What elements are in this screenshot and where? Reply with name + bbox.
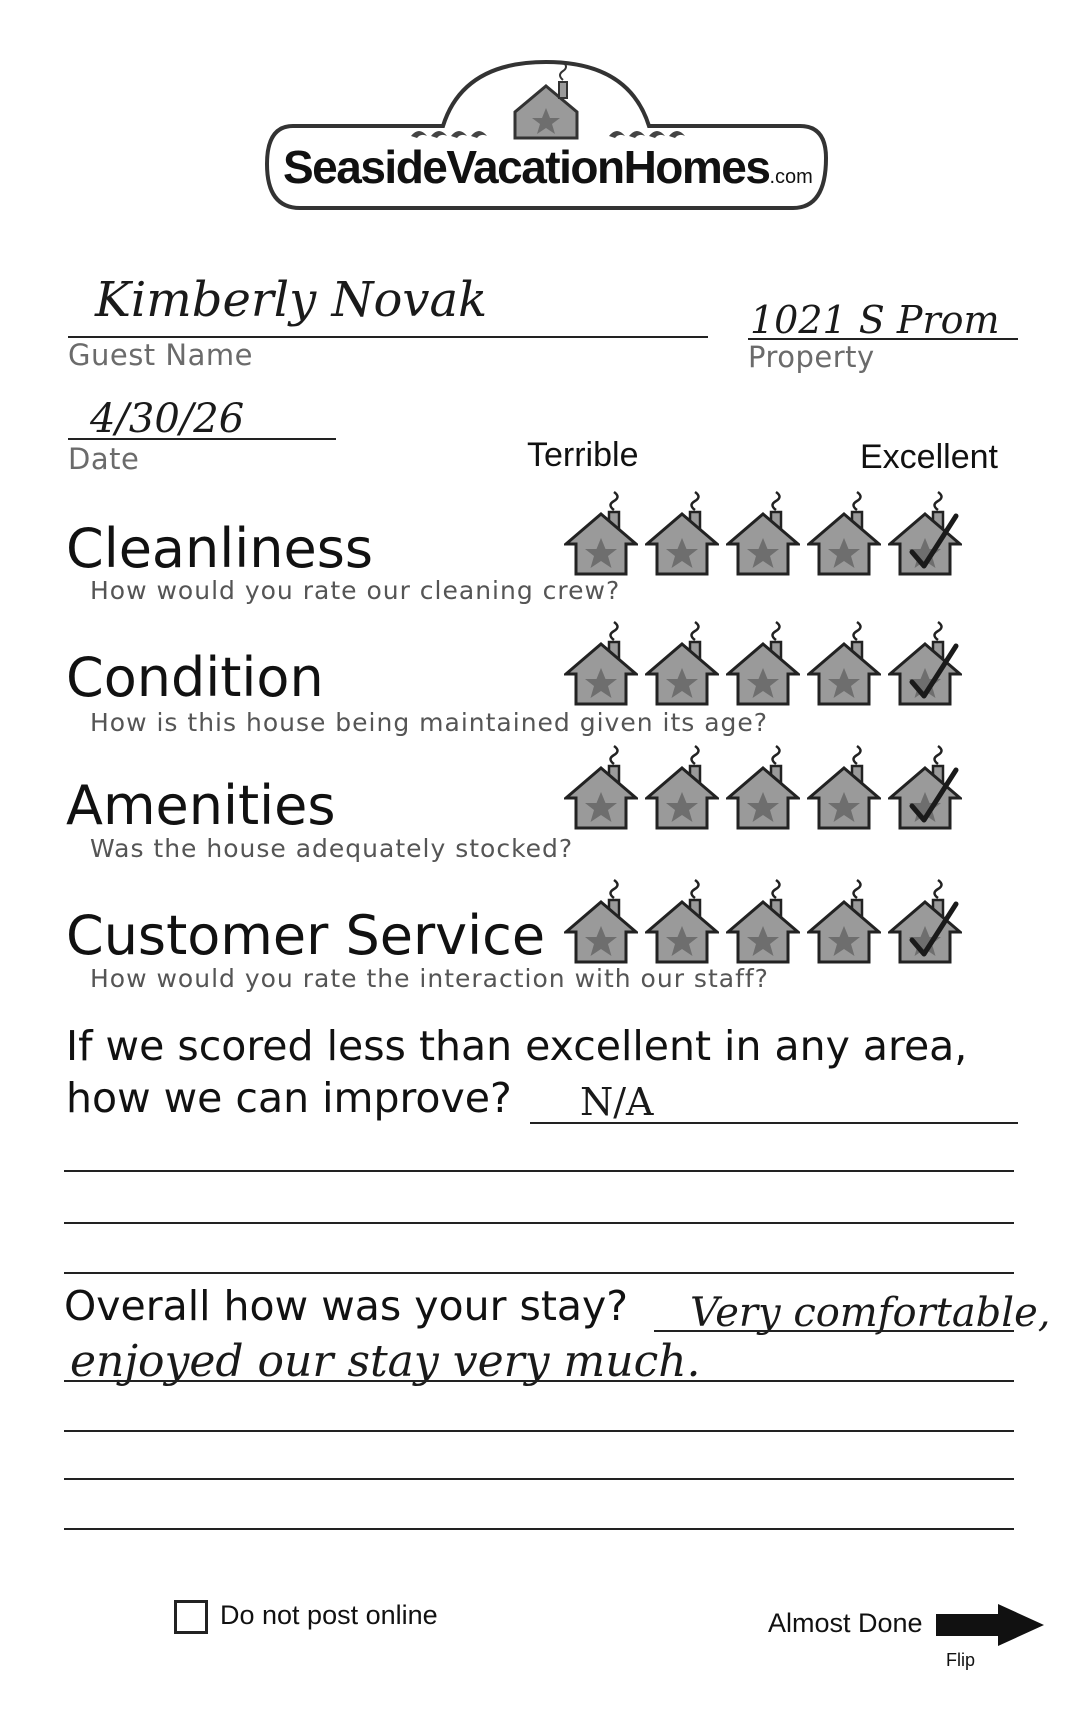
overall-line-2 bbox=[64, 1380, 1014, 1382]
house-star-icon bbox=[564, 740, 638, 830]
overall-line-5 bbox=[64, 1528, 1014, 1530]
house-star-icon bbox=[726, 616, 800, 706]
flip-arrow-icon[interactable] bbox=[936, 1604, 1046, 1646]
rating-row-customer-service[interactable] bbox=[564, 874, 962, 964]
house-star-icon bbox=[888, 740, 962, 830]
rating-house-2[interactable] bbox=[645, 486, 719, 576]
house-star-icon bbox=[645, 616, 719, 706]
rating-house-3[interactable] bbox=[726, 616, 800, 706]
house-star-icon bbox=[726, 874, 800, 964]
rating-house-4[interactable] bbox=[807, 874, 881, 964]
category-subtitle-condition: How is this house being maintained given its age? bbox=[90, 708, 769, 737]
house-star-icon bbox=[726, 740, 800, 830]
category-title-customer-service: Customer Service bbox=[66, 904, 546, 967]
rating-house-4[interactable] bbox=[807, 616, 881, 706]
almost-done-label: Almost Done bbox=[768, 1608, 923, 1638]
improve-answer: N/A bbox=[580, 1080, 654, 1124]
overall-answer-line2: enjoyed our stay very much. bbox=[70, 1336, 701, 1387]
house-star-icon bbox=[645, 486, 719, 576]
house-star-icon bbox=[645, 740, 719, 830]
date-value: 4/30/26 bbox=[90, 396, 245, 442]
category-subtitle-cleanliness: How would you rate our cleaning crew? bbox=[90, 576, 621, 605]
rating-house-5[interactable] bbox=[888, 616, 962, 706]
logo-brand-text: SeasideVacationHomes bbox=[283, 141, 770, 193]
category-title-cleanliness: Cleanliness bbox=[66, 517, 373, 580]
house-star-icon bbox=[888, 874, 962, 964]
do-not-post-checkbox[interactable] bbox=[174, 1600, 208, 1634]
house-star-icon bbox=[888, 616, 962, 706]
rating-house-5[interactable] bbox=[888, 740, 962, 830]
house-star-icon bbox=[888, 486, 962, 576]
rating-house-3[interactable] bbox=[726, 486, 800, 576]
improve-line-4 bbox=[64, 1272, 1014, 1274]
rating-house-4[interactable] bbox=[807, 740, 881, 830]
house-star-icon bbox=[807, 486, 881, 576]
property-label: Property bbox=[748, 340, 875, 374]
improve-line-2 bbox=[64, 1170, 1014, 1172]
scale-high-label: Excellent bbox=[860, 438, 998, 476]
rating-row-amenities[interactable] bbox=[564, 740, 962, 830]
category-subtitle-customer-service: How would you rate the interaction with our staff? bbox=[90, 964, 769, 993]
house-star-icon bbox=[564, 874, 638, 964]
house-star-icon bbox=[564, 486, 638, 576]
category-title-condition: Condition bbox=[66, 646, 324, 709]
overall-question: Overall how was your stay? bbox=[64, 1282, 629, 1330]
rating-house-5[interactable] bbox=[888, 874, 962, 964]
house-star-icon bbox=[807, 740, 881, 830]
rating-house-1[interactable] bbox=[564, 874, 638, 964]
overall-line-3 bbox=[64, 1430, 1014, 1432]
rating-house-4[interactable] bbox=[807, 486, 881, 576]
guest-name-label: Guest Name bbox=[68, 338, 253, 372]
flip-label: Flip bbox=[946, 1650, 976, 1670]
house-star-icon bbox=[645, 874, 719, 964]
guest-name-value: Kimberly Novak bbox=[95, 272, 488, 328]
rating-house-1[interactable] bbox=[564, 616, 638, 706]
overall-answer-line bbox=[654, 1330, 1014, 1332]
overall-line-4 bbox=[64, 1478, 1014, 1480]
rating-row-condition[interactable] bbox=[564, 616, 962, 706]
property-value: 1021 S Prom bbox=[750, 298, 1000, 342]
do-not-post-label: Do not post online bbox=[220, 1600, 438, 1630]
date-label: Date bbox=[68, 442, 140, 476]
house-star-icon bbox=[726, 486, 800, 576]
rating-house-1[interactable] bbox=[564, 740, 638, 830]
date-line bbox=[68, 438, 336, 440]
house-star-icon bbox=[807, 874, 881, 964]
category-subtitle-amenities: Was the house adequately stocked? bbox=[90, 834, 574, 863]
house-star-icon bbox=[564, 616, 638, 706]
scale-low-label: Terrible bbox=[527, 436, 639, 474]
improve-question-line1: If we scored less than excellent in any area, bbox=[66, 1022, 968, 1070]
logo-tld-text: .com bbox=[769, 166, 813, 188]
rating-house-2[interactable] bbox=[645, 740, 719, 830]
rating-house-3[interactable] bbox=[726, 874, 800, 964]
improve-question-line2: how we can improve? bbox=[66, 1074, 512, 1122]
rating-row-cleanliness[interactable] bbox=[564, 486, 962, 576]
rating-house-1[interactable] bbox=[564, 486, 638, 576]
improve-answer-line bbox=[530, 1122, 1018, 1124]
improve-line-3 bbox=[64, 1222, 1014, 1224]
overall-answer-line1: Very comfortable, bbox=[690, 1290, 1051, 1336]
house-star-icon bbox=[807, 616, 881, 706]
rating-house-3[interactable] bbox=[726, 740, 800, 830]
rating-house-2[interactable] bbox=[645, 616, 719, 706]
rating-house-2[interactable] bbox=[645, 874, 719, 964]
category-title-amenities: Amenities bbox=[66, 774, 336, 837]
rating-house-5[interactable] bbox=[888, 486, 962, 576]
logo bbox=[263, 58, 830, 216]
